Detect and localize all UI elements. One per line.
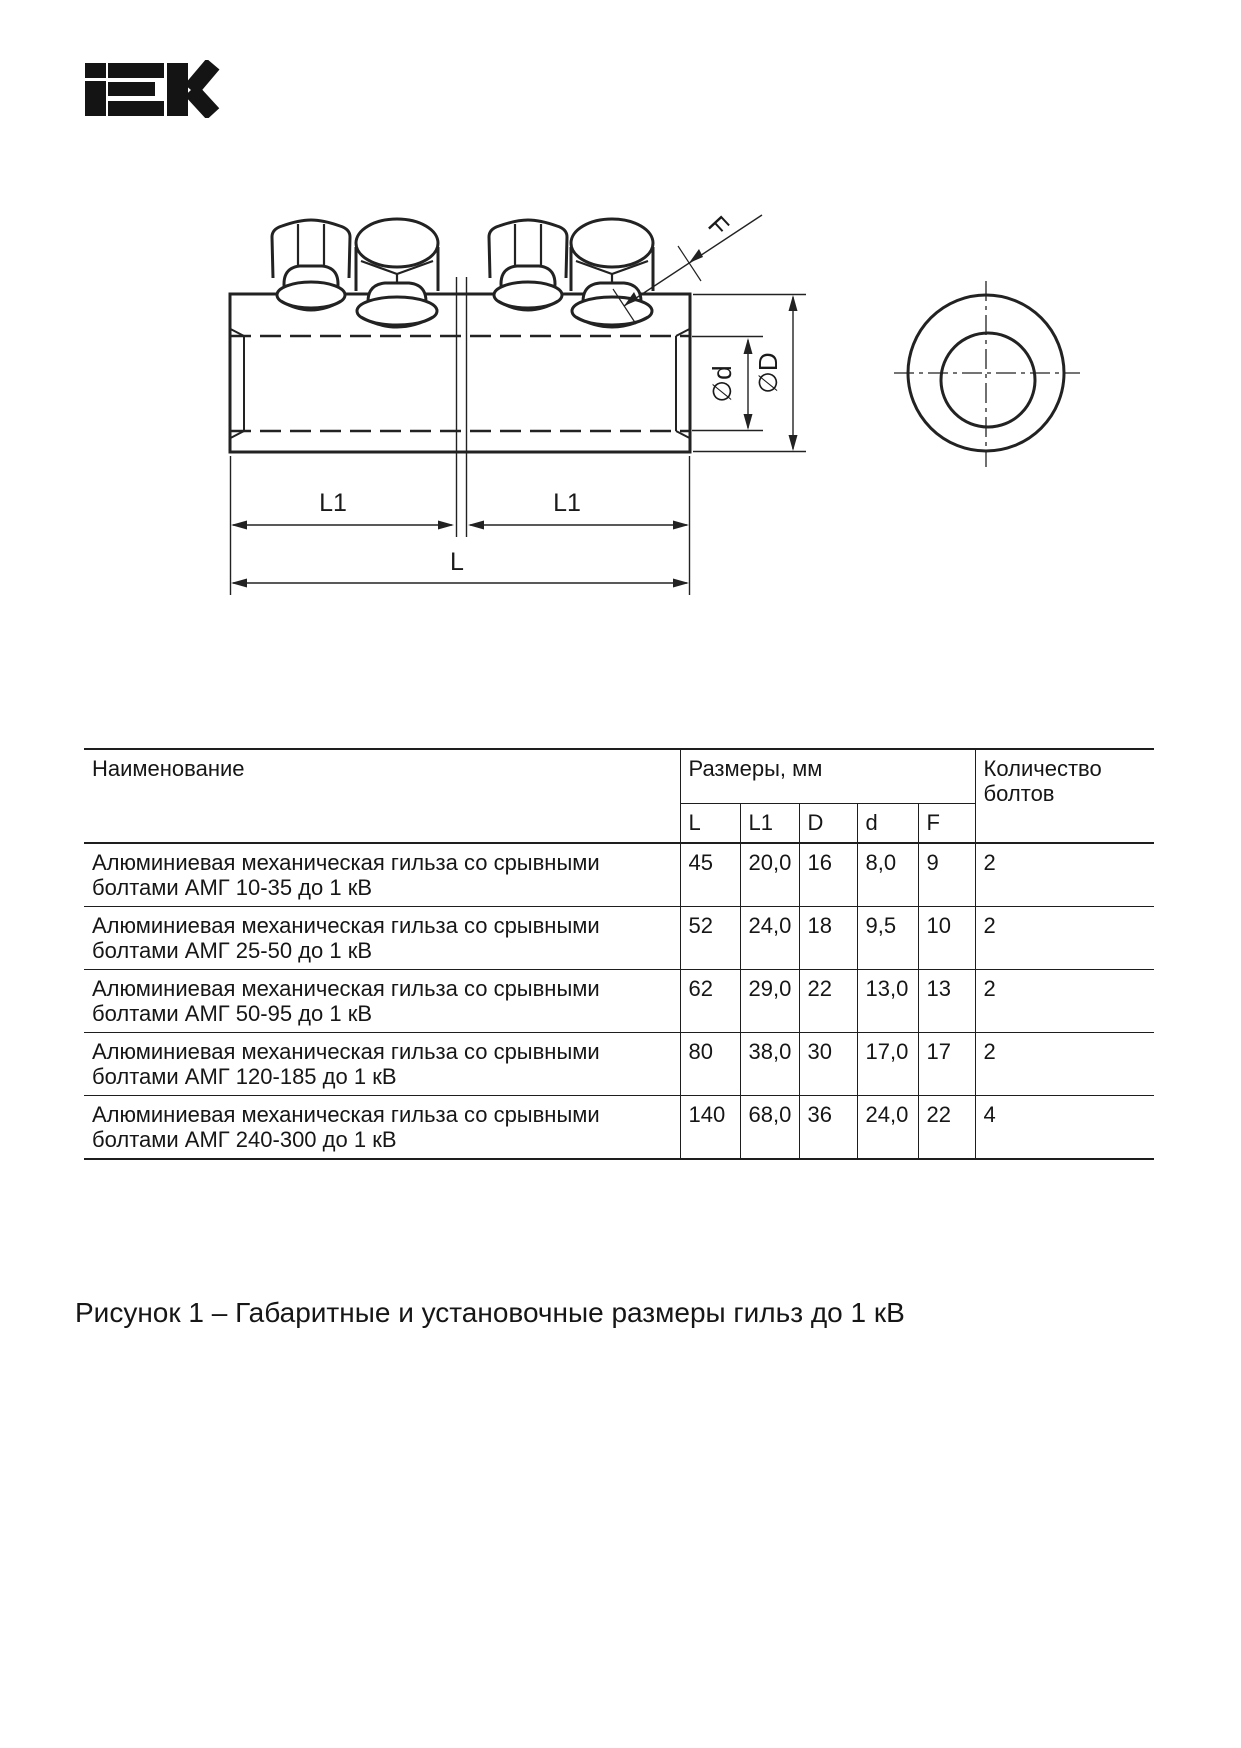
- dim-l1-right: [468, 489, 689, 530]
- col-header-f: F: [918, 803, 975, 843]
- dim-l1-left-label: L1: [319, 489, 347, 517]
- value-qty: 4: [975, 1096, 1154, 1160]
- table-row: [84, 907, 1154, 970]
- value-l1: 29,0: [740, 970, 799, 1033]
- value-f: 9: [918, 843, 975, 907]
- logo-e-mid: [108, 82, 155, 96]
- value-d-outer: 22: [799, 970, 857, 1033]
- logo-i-dot: [85, 63, 106, 78]
- value-d-inner: 8,0: [857, 843, 918, 907]
- value-qty: 2: [975, 907, 1154, 970]
- value-d-outer: 36: [799, 1096, 857, 1160]
- value-l: 140: [680, 1096, 740, 1160]
- logo-k-lower-arm: [191, 90, 213, 114]
- value-l: 52: [680, 907, 740, 970]
- spec-table: [84, 748, 1154, 1160]
- end-view: [894, 281, 1080, 467]
- value-qty: 2: [975, 843, 1154, 907]
- iek-logo: [85, 60, 225, 118]
- col-header-l1: L1: [740, 803, 799, 843]
- value-qty: 2: [975, 1033, 1154, 1096]
- col-header-name: Наименование: [92, 756, 245, 781]
- col-header-d-inner: d: [857, 803, 918, 843]
- dim-inner-diameter: [707, 338, 753, 430]
- value-f: 10: [918, 907, 975, 970]
- product-name: Алюминиевая механическая гильза со срывными болтами АМГ 25-50 до 1 кВ: [92, 913, 600, 963]
- end-view-inner-circle: [941, 333, 1035, 427]
- value-l1: 24,0: [740, 907, 799, 970]
- value-d-inner: 13,0: [857, 970, 918, 1033]
- logo-e-top: [108, 63, 164, 78]
- logo-k-upper-arm: [191, 64, 213, 90]
- bolt-1: [272, 220, 350, 310]
- value-d-outer: 16: [799, 843, 857, 907]
- bolt-4: [571, 219, 653, 327]
- bolt-3: [489, 220, 567, 310]
- col-header-l: L: [680, 803, 740, 843]
- col-header-sizes-group: Размеры, мм: [680, 749, 975, 803]
- value-d-outer: 30: [799, 1033, 857, 1096]
- value-qty: 2: [975, 970, 1154, 1033]
- table-row: [84, 1096, 1154, 1160]
- dim-f-label: F: [702, 209, 735, 242]
- dim-outer-diameter: [753, 295, 798, 451]
- dim-l: [231, 548, 689, 588]
- bolt-2: [356, 219, 438, 327]
- dim-outer-diameter-label: ∅D: [753, 352, 783, 394]
- table-row: [84, 970, 1154, 1033]
- col-header-qty: Количество болтов: [975, 749, 1154, 843]
- value-d-inner: 17,0: [857, 1033, 918, 1096]
- value-l: 62: [680, 970, 740, 1033]
- value-f: 13: [918, 970, 975, 1033]
- logo-k-stem: [167, 63, 188, 116]
- dim-l-label: L: [450, 548, 464, 576]
- value-l1: 68,0: [740, 1096, 799, 1160]
- value-l1: 38,0: [740, 1033, 799, 1096]
- product-name: Алюминиевая механическая гильза со срывными болтами АМГ 50-95 до 1 кВ: [92, 976, 600, 1026]
- logo-i-stem: [85, 81, 106, 116]
- table-row: [84, 1033, 1154, 1096]
- product-name: Алюминиевая механическая гильза со срывными болтами АМГ 10-35 до 1 кВ: [92, 850, 600, 900]
- value-d-inner: 24,0: [857, 1096, 918, 1160]
- value-f: 22: [918, 1096, 975, 1160]
- value-d-inner: 9,5: [857, 907, 918, 970]
- value-f: 17: [918, 1033, 975, 1096]
- dim-inner-diameter-label: ∅d: [707, 365, 737, 403]
- dim-l1-right-label: L1: [553, 489, 581, 517]
- dim-l1-left: [231, 489, 454, 530]
- logo-e-bottom: [108, 101, 164, 116]
- value-l1: 20,0: [740, 843, 799, 907]
- figure-caption: Рисунок 1 – Габаритные и установочные размеры гильз до 1 кВ: [75, 1297, 905, 1328]
- table-row: [84, 843, 1154, 907]
- value-d-outer: 18: [799, 907, 857, 970]
- col-header-d-outer: D: [799, 803, 857, 843]
- value-l: 45: [680, 843, 740, 907]
- product-name: Алюминиевая механическая гильза со срывными болтами АМГ 120-185 до 1 кВ: [92, 1039, 600, 1089]
- value-l: 80: [680, 1033, 740, 1096]
- technical-drawing: [170, 175, 1100, 615]
- product-name: Алюминиевая механическая гильза со срывными болтами АМГ 240-300 до 1 кВ: [92, 1102, 600, 1152]
